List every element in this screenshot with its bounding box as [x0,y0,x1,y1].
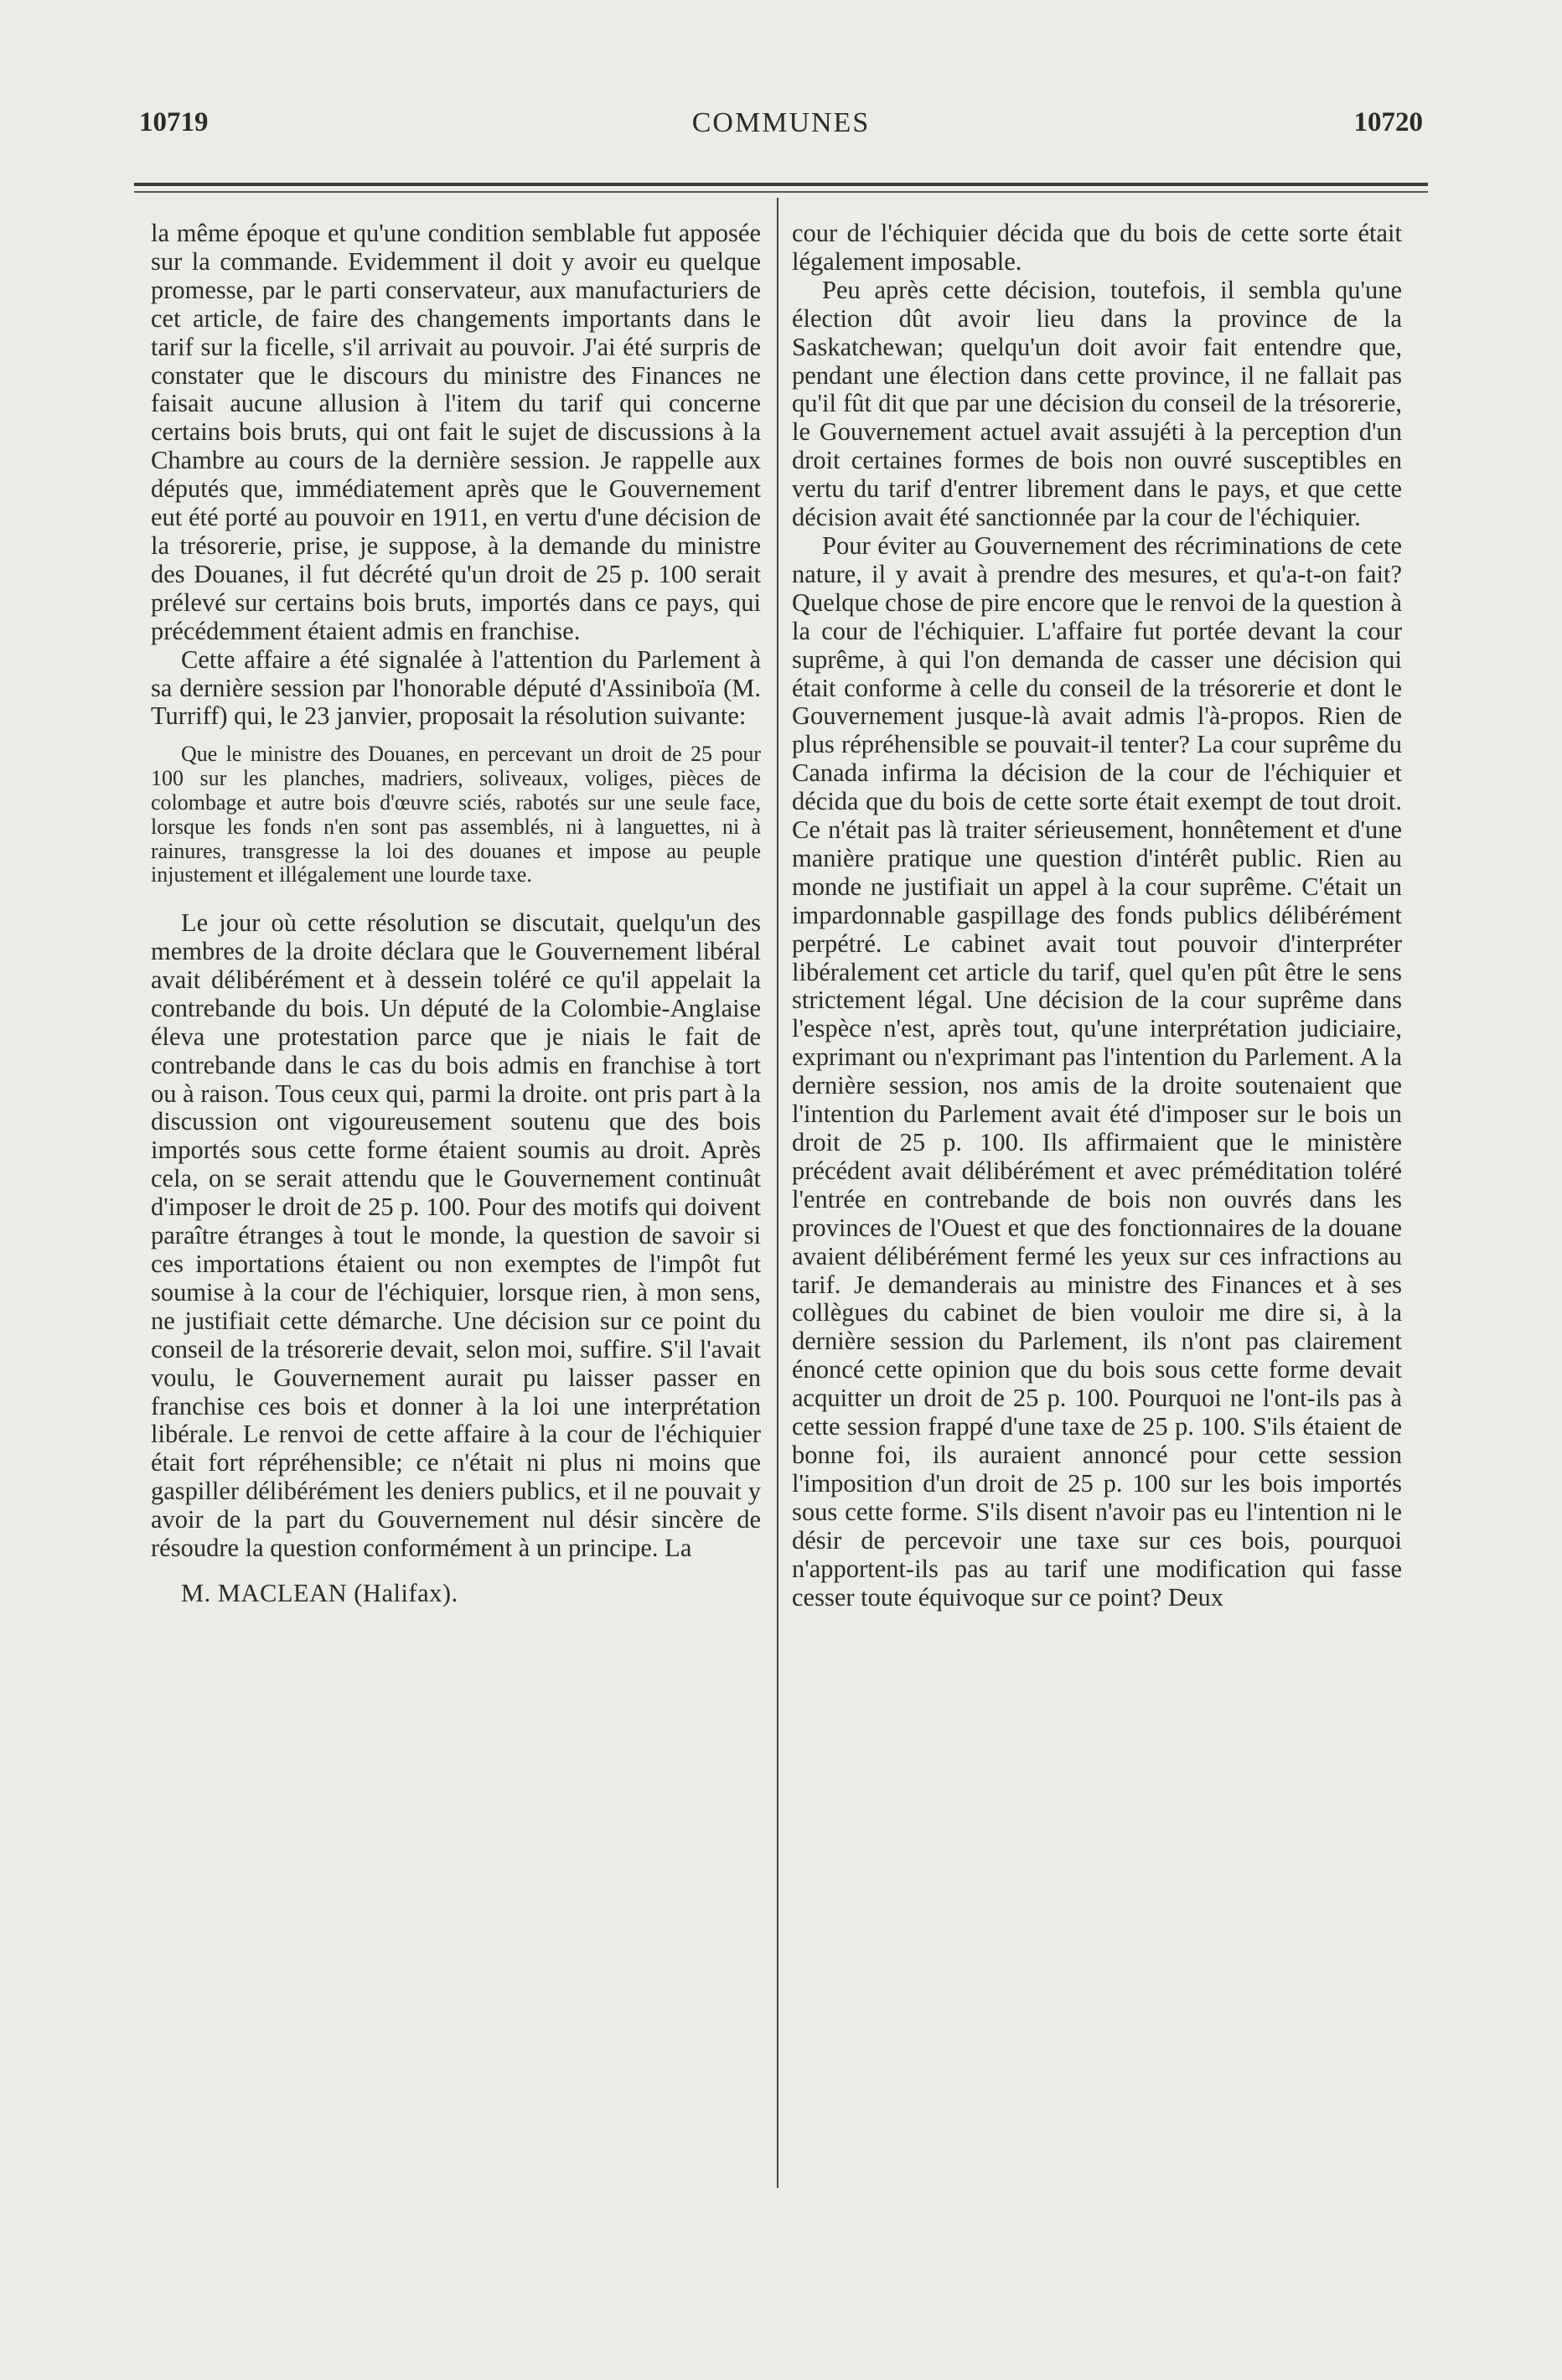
left-paragraph-1: la même époque et qu'une condition semblable fut apposée sur la commande. Evidemment il doit y avoir eu quelque promesse, par le parti conservateur, aux manufacturiers de cet article, de faire des changements importants dans le tarif sur la ficelle, s'il arrivait au pouvoir. J'ai été surpris de constater que le discours du ministre des Finances ne faisait aucune allusion à l'item du tarif qui concerne certains bois bruts, qui ont fait le sujet de discussions à la Chambre au cours de la dernière session. Je rappelle aux députés que, immédiatement après que le Gouvernement eut été porté au pouvoir en 1911, en vertu d'une décision de la trésorerie, prise, je suppose, à la demande du ministre des Douanes, il fut décrété qu'un droit de 25 p. 100 serait prélevé sur certains bois bruts, importés dans ce pays, qui précédemment étaient admis en franchise. [151,219,761,645]
page-header [134,107,1428,141]
resolution-quote: Que le ministre des Douanes, en percevant un droit de 25 pour 100 sur les planches, madriers, soliveaux, voliges, pièces de colombage et autre bois d'œuvre sciés, rabotés sur une seule face, lorsque les fonds n'en sont pas assemblés, ni à languettes, ni à rainures, transgresse la loi des douanes et impose au peuple injustement et illégalement une lourde taxe. [151,742,761,887]
left-column [151,220,761,1608]
right-column [792,220,1402,1612]
right-paragraph-3: Pour éviter au Gouvernement des récriminations de cete nature, il y avait à prendre des mesures, et qu'a-t-on fait? Quelque chose de pire encore que le renvoi de la question à la cour de l'échiquier. L'affaire fut portée devant la cour suprême, à qui l'on demanda de casser une décision qui était conforme à celle du conseil de la trésorerie et dont le Gouvernement jusque-là avait admis l'à-propos. Rien de plus répréhensible se pouvait-il tenter? La cour suprême du Canada infirma la décision de la cour de l'échiquier et décida que du bois de cette sorte était exempt de tout droit. Ce n'était pas là traiter sérieusement, honnêtement et d'une manière pratique une question d'intérêt public. Rien au monde ne justifiait un appel à la cour suprême. C'était un impardonnable gaspillage des fonds publics délibérément perpétré. Le cabinet avait tout pouvoir d'interpréter libéralement cet article du tarif, quel qu'en pût être le sens strictement légal. Une décision de la cour suprême dans l'espèce n'est, après tout, qu'une interprétation judiciaire, exprimant ou n'exprimant pas l'intention du Parlement. A la dernière session, nos amis de la droite soutenaient que l'intention du Parlement avait été d'imposer sur le bois un droit de 25 p. 100. Ils affirmaient que le ministère précédent avait délibérément et avec préméditation toléré l'entrée en contrebande de bois non ouvrés dans les provinces de l'Ouest et que des fonctionnaires de la douane avaient délibérément fermé les yeux sur ces infractions au tarif. Je demanderais au ministre des Finances et à ses collègues du cabinet de bien vouloir me dire si, à la dernière session du Parlement, ils n'ont pas clairement énoncé cette opinion que du bois sous cette forme devait acquitter un droit de 25 p. 100. Pourquoi ne l'ont-ils pas à cette session frappé d'une taxe de 25 p. 100. S'ils étaient de bonne foi, ils auraient annoncé pour cette session l'imposition d'un droit de 25 p. 100 sur les bois importés sous cette forme. S'ils disent n'avoir pas eu l'intention ni le désir de percevoir une taxe sur ces bois, pourquoi n'apportent-ils pas au tarif une modification qui fasse cesser toute équivoque sur ce point? Deux [792,530,1402,1612]
column-divider [777,198,778,2188]
left-paragraph-2: Cette affaire a été signalée à l'attention du Parlement à sa dernière session par l'honorable député d'Assiniboïa (M. Turriff) qui, le 23 janvier, proposait la résolution suivante: [151,644,761,731]
page-number-left: 10719 [139,107,209,137]
header-rule-thick [134,183,1428,186]
running-title: COMMUNES [691,107,871,138]
right-paragraph-1: cour de l'échiquier décida que du bois de cette sorte était légalement imposable. [792,219,1402,276]
right-paragraph-2: Peu après cette décision, toutefois, il sembla qu'une élection dût avoir lieu dans la province de la Saskatchewan; quelqu'un doit avoir fait entendre que, pendant une élection dans cette province, il ne fallait pas qu'il fût dit que par une décision du conseil de la trésorerie, le Gouvernement actuel avait assujéti à la perception d'un droit certaines formes de bois non ouvré susceptibles en vertu du tarif d'entrer librement dans le pays, et que cette décision avait été sanctionnée par la cour de l'échiquier. [792,275,1402,532]
left-paragraph-3: Le jour où cette résolution se discutait, quelqu'un des membres de la droite déclara que le Gouvernement libéral avait délibérément et à dessein toléré ce qu'il appelait la contrebande du bois. Un député de la Colombie-Anglaise éleva une protestation parce que je niais le fait de contrebande dans le cas du bois admis en franchise à tort ou à raison. Tous ceux qui, parmi la droite. ont pris part à la discussion ont vigoureusement soutenu que des bois importés sous cette forme étaient soumis au droit. Après cela, on se serait attendu que le Gouvernement continuât d'imposer le droit de 25 p. 100. Pour des motifs qui doivent paraître étranges à tout le monde, la question de savoir si ces importations étaient ou non exemptes de l'impôt fut soumise à la cour de l'échiquier, lorsque rien, à mon sens, ne justifiait cette démarche. Une décision sur ce point du conseil de la trésorerie devait, selon moi, suffire. S'il l'avait voulu, le Gouvernement aurait pu laisser passer en franchise ces bois et donner à la loi une interprétation libérale. Le renvoi de cette affaire à la cour de l'échiquier était fort répréhensible; ce n'était ni plus ni moins que gaspiller délibérément les deniers publics, et il ne pouvait y avoir de la part du Gouvernement nul désir sincère de résoudre la question conformément à un principe. La [151,908,761,1563]
speaker-attribution: M. MACLEAN (Halifax). [181,1578,458,1607]
page-number-right: 10720 [1353,107,1423,137]
header-rule-thin [134,191,1428,193]
